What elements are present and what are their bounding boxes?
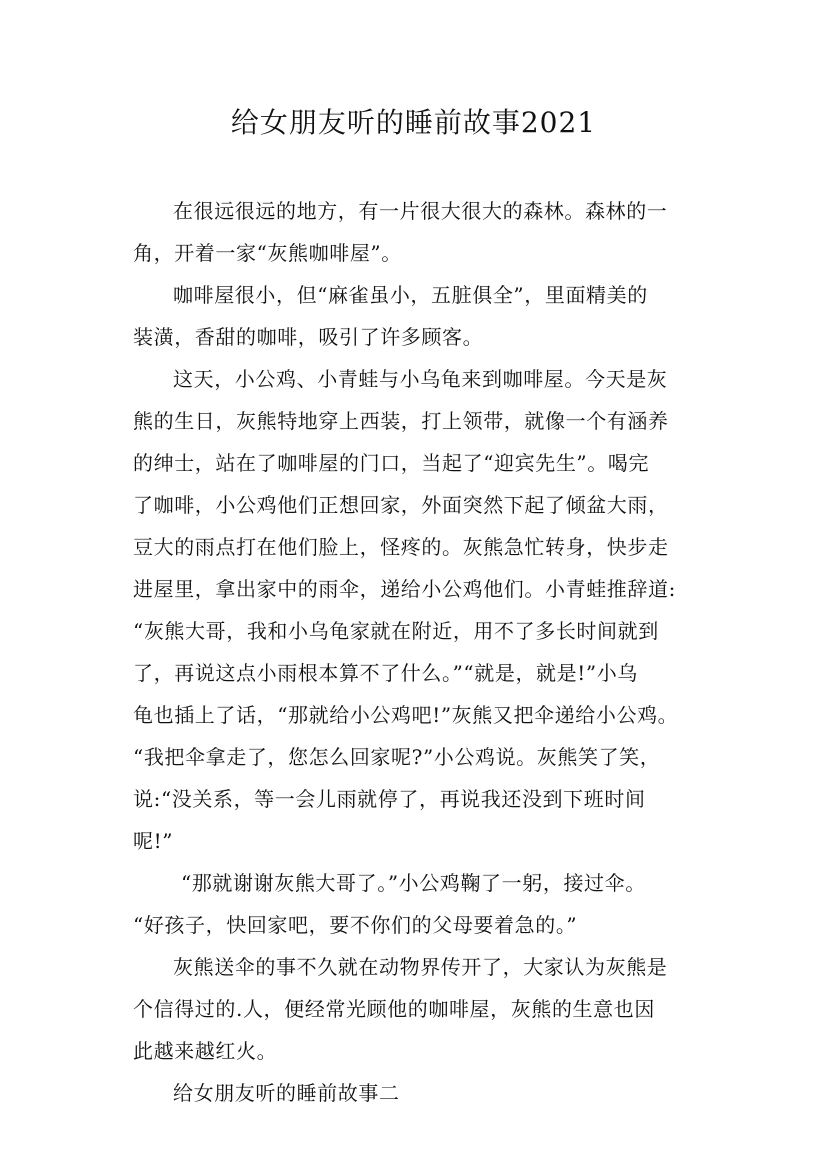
document-title: 给女朋友听的睡前故事2021 [230, 106, 597, 139]
paragraph-line: 进屋里，拿出家中的雨伞，递给小公鸡他们。小青蛙推辞道: [133, 577, 676, 601]
paragraph-line: 个信得过的.人，便经常光顾他的咖啡屋，灰熊的生意也因 [133, 997, 655, 1021]
paragraph-line: 呢!” [133, 829, 174, 853]
paragraph-line: 龟也插上了话，“那就给小公鸡吧!”灰熊又把伞递给小公鸡。 [133, 703, 679, 727]
paragraph-line: “灰熊大哥，我和小乌龟家就在附近，用不了多长时间就到 [133, 619, 659, 643]
paragraph-line: 的绅士，站在了咖啡屋的门口，当起了“迎宾先生”。喝完 [133, 451, 650, 475]
document-body [133, 190, 700, 1114]
paragraph-line: 灰熊送伞的事不久就在动物界传开了，大家认为灰熊是 [173, 955, 668, 979]
paragraph-line: 说:“没关系，等一会儿雨就停了，再说我还没到下班时间 [133, 787, 646, 811]
paragraph-line: “那就谢谢灰熊大哥了。”小公鸡鞠了一躬，接过伞。 [181, 871, 646, 895]
paragraph-line: 这天，小公鸡、小青蛙与小乌龟来到咖啡屋。今天是灰 [173, 367, 668, 391]
paragraph-line: 角，开着一家“灰熊咖啡屋”。 [133, 241, 402, 265]
paragraph-line: 此越来越红火。 [133, 1039, 278, 1063]
paragraph-line: 在很远很远的地方，有一片很大很大的森林。森林的一 [173, 199, 668, 223]
paragraph-line: “我把伞拿走了，您怎么回家呢?”小公鸡说。灰熊笑了笑， [133, 745, 661, 769]
section-heading: 给女朋友听的睡前故事二 [173, 1081, 400, 1105]
paragraph-line: 装潢，香甜的咖啡，吸引了许多顾客。 [133, 325, 484, 349]
paragraph-line: 咖啡屋很小，但“麻雀虽小，五脏俱全”，里面精美的 [173, 283, 648, 307]
paragraph-line: 了，再说这点小雨根本算不了什么。”“就是，就是!”小乌 [133, 661, 638, 685]
paragraph-line: “好孩子，快回家吧，要不你们的父母要着急的。” [133, 913, 578, 937]
paragraph-line: 豆大的雨点打在他们脸上，怪疼的。灰熊急忙转身，快步走 [133, 535, 669, 559]
paragraph-line: 熊的生日，灰熊特地穿上西装，打上领带，就像一个有涵养 [133, 409, 669, 433]
paragraph-line: 了咖啡，小公鸡他们正想回家，外面突然下起了倾盆大雨， [133, 493, 669, 517]
